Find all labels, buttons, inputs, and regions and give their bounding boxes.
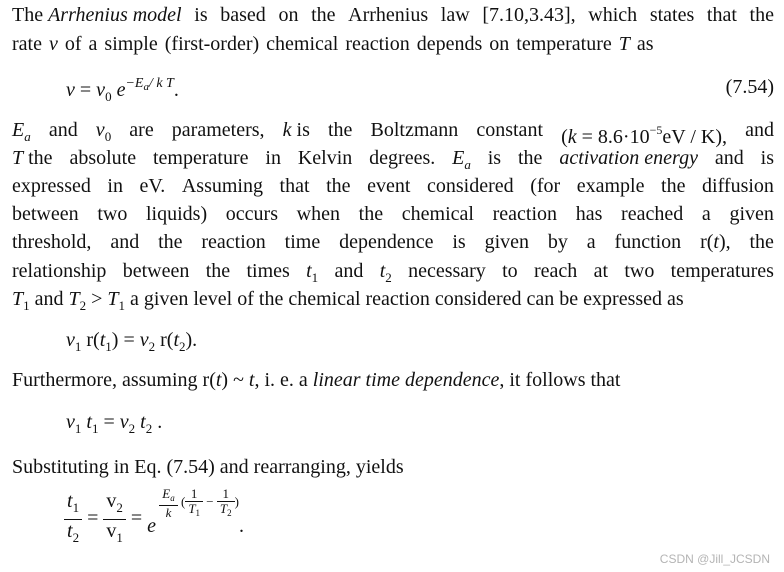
paragraph-1-line-2: rate v of a simple (first-order) chemical reaction depends on temperature T as [12, 33, 654, 55]
paragraph-2-line-2: T the absolute temperature in Kelvin degrees. $E_a$ is the activation energy and is [12, 147, 774, 172]
emphasis-linear-time: linear time dependence [312, 369, 500, 391]
watermark: CSDN @Jill_JCSDN [659, 552, 770, 566]
paragraph-2-line-4: between two liquids) occurs when the chemical reaction has reached a given [12, 203, 774, 225]
paragraph-2-line-1: $E_a$ and $v_0$ are parameters, k is the Boltzmann constant $(k = 8.6\cdot 10^{-5}eV / K)$, and [12, 119, 774, 148]
paragraph-2-line-7: $T_1$ and $T_2 > T_1$ a given level of the chemical reaction considered can be expressed as [12, 288, 684, 313]
equation-final: $\frac{t_1}{t_2}$ = $\frac{v_2}{v_1}$ = e $^{\frac{E_a}{k} ( \frac{1}{T_1} - \frac{1}{T_2} )}$. [64, 490, 244, 549]
equation-linear: $v_1$ $t_1 = v_2$ $t_2$ . [66, 411, 163, 436]
paragraph-1-line-1: The Arrhenius model is based on the Arrhenius law [7.10,3.43], which states that the [12, 4, 774, 26]
paragraph-4: Substituting in Eq. (7.54) and rearranging, yields [12, 456, 404, 478]
paragraph-3: Furthermore, assuming r(t) ~ t, i. e. a linear time dependence, it follows that [12, 369, 621, 391]
paragraph-2-line-6: relationship between the times $t_1$ and $t_2$ necessary to reach at two temperatures [12, 260, 774, 285]
equation-7-54: $v = v_0$ $e^{-E_a/ k T}$. [66, 76, 179, 104]
equation-rate-relation: $v_1$ $r(t_1) = v_2$ $r(t_2)$. [66, 329, 198, 354]
paragraph-2-line-3: expressed in eV. Assuming that the event considered (for example the diffusion [12, 175, 774, 197]
paragraph-2-line-5: threshold, and the reaction time dependence is given by a function r(t), the [12, 231, 774, 253]
equation-number: (7.54) [725, 76, 774, 98]
